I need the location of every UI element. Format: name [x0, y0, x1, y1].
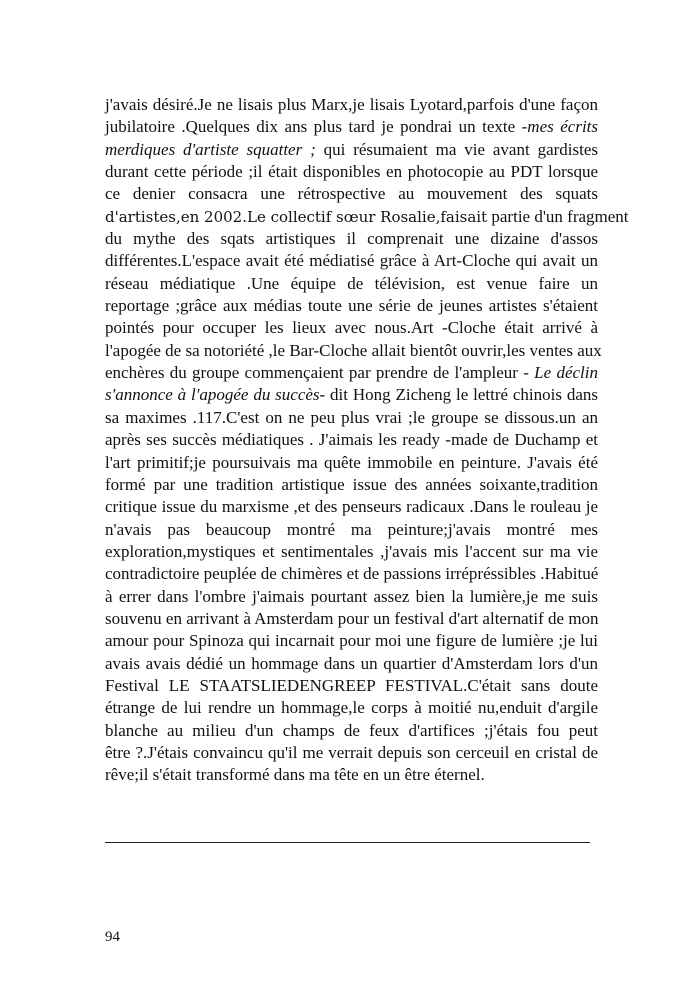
- text-line: [105, 116, 598, 138]
- text-segment: reportage ;grâce aux médias toute une série de jeunes artistes s'étaient: [105, 296, 598, 316]
- text-segment: amour pour Spinoza qui incarnait pour moi une figure de lumière ;je lui: [105, 631, 598, 651]
- text-segment: jubilatoire .Quelques dix ans plus tard je pondrai un texte: [105, 117, 522, 137]
- text-segment: du mythe des sqats artistiques il comprenait une dizaine d'assos: [105, 229, 598, 249]
- text-segment: s'annonce à l'apogée du succès-: [105, 385, 326, 405]
- text-segment: être ?.J'étais convaincu qu'il me verrait depuis son cerceuil en cristal de: [105, 742, 598, 762]
- text-line: [105, 452, 598, 474]
- text-line: [105, 317, 598, 339]
- text-segment: différentes.L'espace avait été médiatisé grâce à Art-Cloche qui avait un: [105, 251, 598, 271]
- text-line: [105, 139, 598, 161]
- text-segment: contradictoire peuplée de chimères et de passions irrépréssibles .Habitué: [105, 564, 599, 584]
- text-segment: n'avais pas beaucoup montré ma peinture;j'avais montré mes: [105, 519, 598, 539]
- text-line: [105, 720, 598, 742]
- text-segment: pointés pour occuper les lieux avec nous.Art -Cloche était arrivé à: [105, 318, 598, 338]
- text-line: [105, 563, 598, 585]
- text-segment: étrange de lui rendre un hommage,le corps à moitié nu,enduit d'argile: [105, 698, 598, 718]
- text-line: [105, 608, 598, 630]
- text-segment: à errer dans l'ombre j'aimais pourtant assez bien la lumière,je me suis: [105, 586, 598, 606]
- text-line: [105, 586, 598, 608]
- text-line: [105, 183, 598, 205]
- text-line: [105, 250, 598, 272]
- text-segment: dit Hong Zicheng le lettré chinois dans: [325, 385, 598, 405]
- text-segment: d'artistes,en 2002.Le collectif sœur Rosalie,faisait: [105, 207, 488, 226]
- text-segment: merdiques d'artiste squatter ;: [105, 139, 316, 159]
- text-line: [105, 675, 598, 697]
- text-line: [105, 362, 598, 384]
- text-line: [105, 384, 598, 406]
- text-segment: l'art primitif;je poursuivais ma quête immobile en peinture. J'avais été: [105, 452, 598, 472]
- text-segment: -mes écrits: [521, 117, 598, 137]
- text-segment: Festival LE STAATSLIEDENGREEP FESTIVAL.C'était sans doute: [105, 675, 598, 695]
- text-line: [105, 519, 598, 541]
- text-line: [105, 474, 598, 496]
- text-segment: blanche au milieu d'un champs de feux d'artifices ;j'étais fou peut: [105, 720, 598, 740]
- text-line: [105, 161, 598, 183]
- text-segment: l'apogée de sa notoriété ,le Bar-Cloche allait bientôt ouvrir,les ventes aux: [105, 340, 602, 360]
- text-line: [105, 206, 629, 228]
- text-line: [105, 340, 602, 362]
- text-segment: j'avais désiré.Je ne lisais plus Marx,je lisais Lyotard,parfois d'une façon: [105, 95, 598, 114]
- text-line: [105, 742, 598, 764]
- text-segment: enchères du groupe commençaient par prendre de l'ampleur: [105, 363, 524, 383]
- text-segment: ce denier consacra une rétrospective au mouvement des squats: [105, 184, 598, 204]
- text-line: [105, 541, 598, 563]
- text-line: [105, 295, 598, 317]
- text-segment: critique issue du marxisme ,et des penseurs radicaux .Dans le rouleau je: [105, 497, 598, 517]
- text-segment: formé par une tradition artistique issue des années soixante,tradition: [105, 474, 598, 494]
- text-segment: réseau médiatique .Une équipe de télévision, est venue faire un: [105, 273, 598, 293]
- text-segment: exploration,mystiques et sentimentales ,j'avais mis l'accent sur ma vie: [105, 541, 598, 561]
- text-segment: - Le déclin: [523, 363, 599, 383]
- text-line: [105, 429, 598, 451]
- text-line: [105, 273, 598, 295]
- text-segment: qui résumaient ma vie avant gardistes: [315, 139, 598, 159]
- text-line: [105, 630, 598, 652]
- text-segment: partie d'un fragment: [487, 206, 629, 226]
- body-text: [105, 94, 629, 787]
- text-segment: souvenu en arrivant à Amsterdam pour un festival d'art alternatif de mon: [105, 608, 599, 628]
- page-number: 94: [105, 929, 120, 945]
- text-line: [105, 764, 598, 786]
- footnote-separator: [105, 842, 590, 843]
- text-line: [105, 94, 598, 116]
- text-line: [105, 697, 598, 719]
- text-line: [105, 407, 598, 429]
- text-segment: après ses succès médiatiques . J'aimais les ready -made de Duchamp et: [105, 430, 598, 450]
- text-segment: sa maximes .117.C'est on ne peu plus vrai ;le groupe se dissous.un an: [105, 407, 598, 427]
- text-segment: avais avais dédié un hommage dans un quartier d'Amsterdam lors d'un: [105, 653, 598, 673]
- text-line: [105, 228, 598, 250]
- text-line: [105, 496, 598, 518]
- text-segment: durant cette période ;il était disponibles en photocopie au PDT lorsque: [105, 162, 598, 182]
- text-line: [105, 653, 598, 675]
- text-segment: rêve;il s'était transformé dans ma tête en un être éternel.: [105, 765, 485, 785]
